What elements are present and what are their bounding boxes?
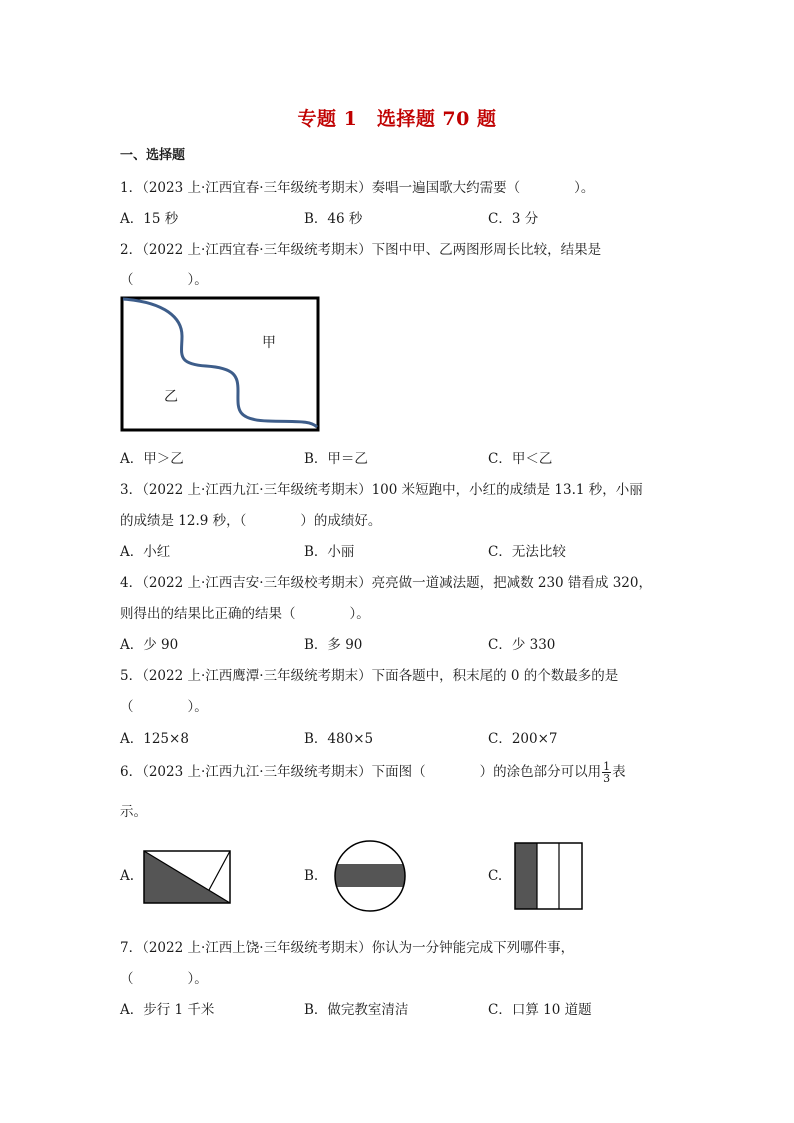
question-3-option-a[interactable]: A．小红 — [120, 544, 171, 560]
question-6-option-c[interactable]: C. — [488, 868, 503, 884]
question-2-figure — [120, 296, 320, 432]
question-5-option-a[interactable]: A．125×8 — [120, 731, 189, 747]
question-2-text: 2．（2022 上·江西宜春·三年级统考期末）下图中甲、乙两图形周长比较，结果是 — [120, 242, 602, 258]
question-6-figure-c[interactable] — [514, 842, 584, 910]
figure-b-shaded-band — [334, 864, 406, 887]
question-5-option-b[interactable]: B．480×5 — [304, 731, 374, 747]
fraction-one-third — [602, 761, 611, 784]
question-2-option-a[interactable]: A．甲＞乙 — [120, 451, 184, 467]
question-7-option-c[interactable]: C．口算 10 道题 — [488, 1002, 592, 1018]
fraction-denominator: 3 — [603, 772, 611, 785]
question-7-option-b[interactable]: B．做完教室清洁 — [304, 1002, 409, 1018]
question-2-text-cont: （ ）。 — [120, 272, 208, 288]
question-7-text-cont: （ ）。 — [120, 971, 208, 987]
question-4-option-c[interactable]: C．少 330 — [488, 637, 556, 653]
question-4-text: 4．（2022 上·江西吉安·三年级校考期末）亮亮做一道减法题，把减数 230 错看成 320， — [120, 575, 652, 591]
question-5-text-cont: （ ）。 — [120, 699, 208, 715]
question-6-text-post: 表 — [612, 764, 626, 780]
question-3-option-c[interactable]: C．无法比较 — [488, 544, 566, 560]
question-7-text: 7．（2022 上·江西上饶·三年级统考期末）你认为一分钟能完成下列哪件事， — [120, 940, 575, 956]
question-6-option-b[interactable]: B. — [304, 868, 319, 884]
question-2-option-b[interactable]: B．甲＝乙 — [304, 451, 368, 467]
question-6-figure-a[interactable] — [143, 850, 231, 904]
figure-c-shaded-part — [515, 843, 537, 909]
question-6-text-pre: 6．（2023 上·江西九江·三年级统考期末）下面图（ ）的涂色部分可以用 — [120, 764, 602, 780]
question-3-text-cont: 的成绩是 12.9 秒，（ ）的成绩好。 — [120, 513, 382, 529]
question-4-option-a[interactable]: A．少 90 — [120, 637, 179, 653]
question-1-text: 1．（2023 上·江西宜春·三年级统考期末）奏唱一遍国歌大约需要（ ）。 — [120, 180, 595, 196]
question-4-option-b[interactable]: B．多 90 — [304, 637, 363, 653]
question-6-text-cont: 示。 — [120, 804, 147, 820]
question-6-text — [120, 760, 626, 784]
figure-label-jia: 甲 — [262, 335, 276, 351]
question-3-text: 3．（2022 上·江西九江·三年级统考期末）100 米短跑中，小红的成绩是 13.1 秒，小丽 — [120, 482, 643, 498]
figure-label-yi: 乙 — [164, 389, 178, 405]
question-5-option-c[interactable]: C．200×7 — [488, 731, 558, 747]
question-5-text: 5．（2022 上·江西鹰潭·三年级统考期末）下面各题中，积末尾的 0 的个数最多的是 — [120, 668, 619, 684]
figure-boundary-curve — [123, 299, 317, 427]
fraction-numerator: 1 — [603, 760, 611, 773]
figure-dividing-curve — [122, 300, 325, 371]
question-4-text-cont: 则得出的结果比正确的结果（ ）。 — [120, 606, 370, 622]
question-2-option-c[interactable]: C．甲＜乙 — [488, 451, 553, 467]
question-3-option-b[interactable]: B．小丽 — [304, 544, 355, 560]
question-6-option-a[interactable]: A. — [120, 868, 135, 884]
section-heading: 一、选择题 — [120, 148, 186, 163]
question-7-option-a[interactable]: A．步行 1 千米 — [120, 1002, 215, 1018]
question-6-figure-b[interactable] — [334, 840, 406, 912]
page-title: 专题 1 选择题 70 题 — [297, 108, 497, 130]
figure-a-extra-line — [209, 851, 230, 890]
question-1-option-c[interactable]: C．3 分 — [488, 211, 539, 227]
figure-outer-rectangle — [122, 298, 318, 430]
question-1-option-b[interactable]: B．46 秒 — [304, 211, 363, 227]
question-1-option-a[interactable]: A．15 秒 — [120, 211, 179, 227]
